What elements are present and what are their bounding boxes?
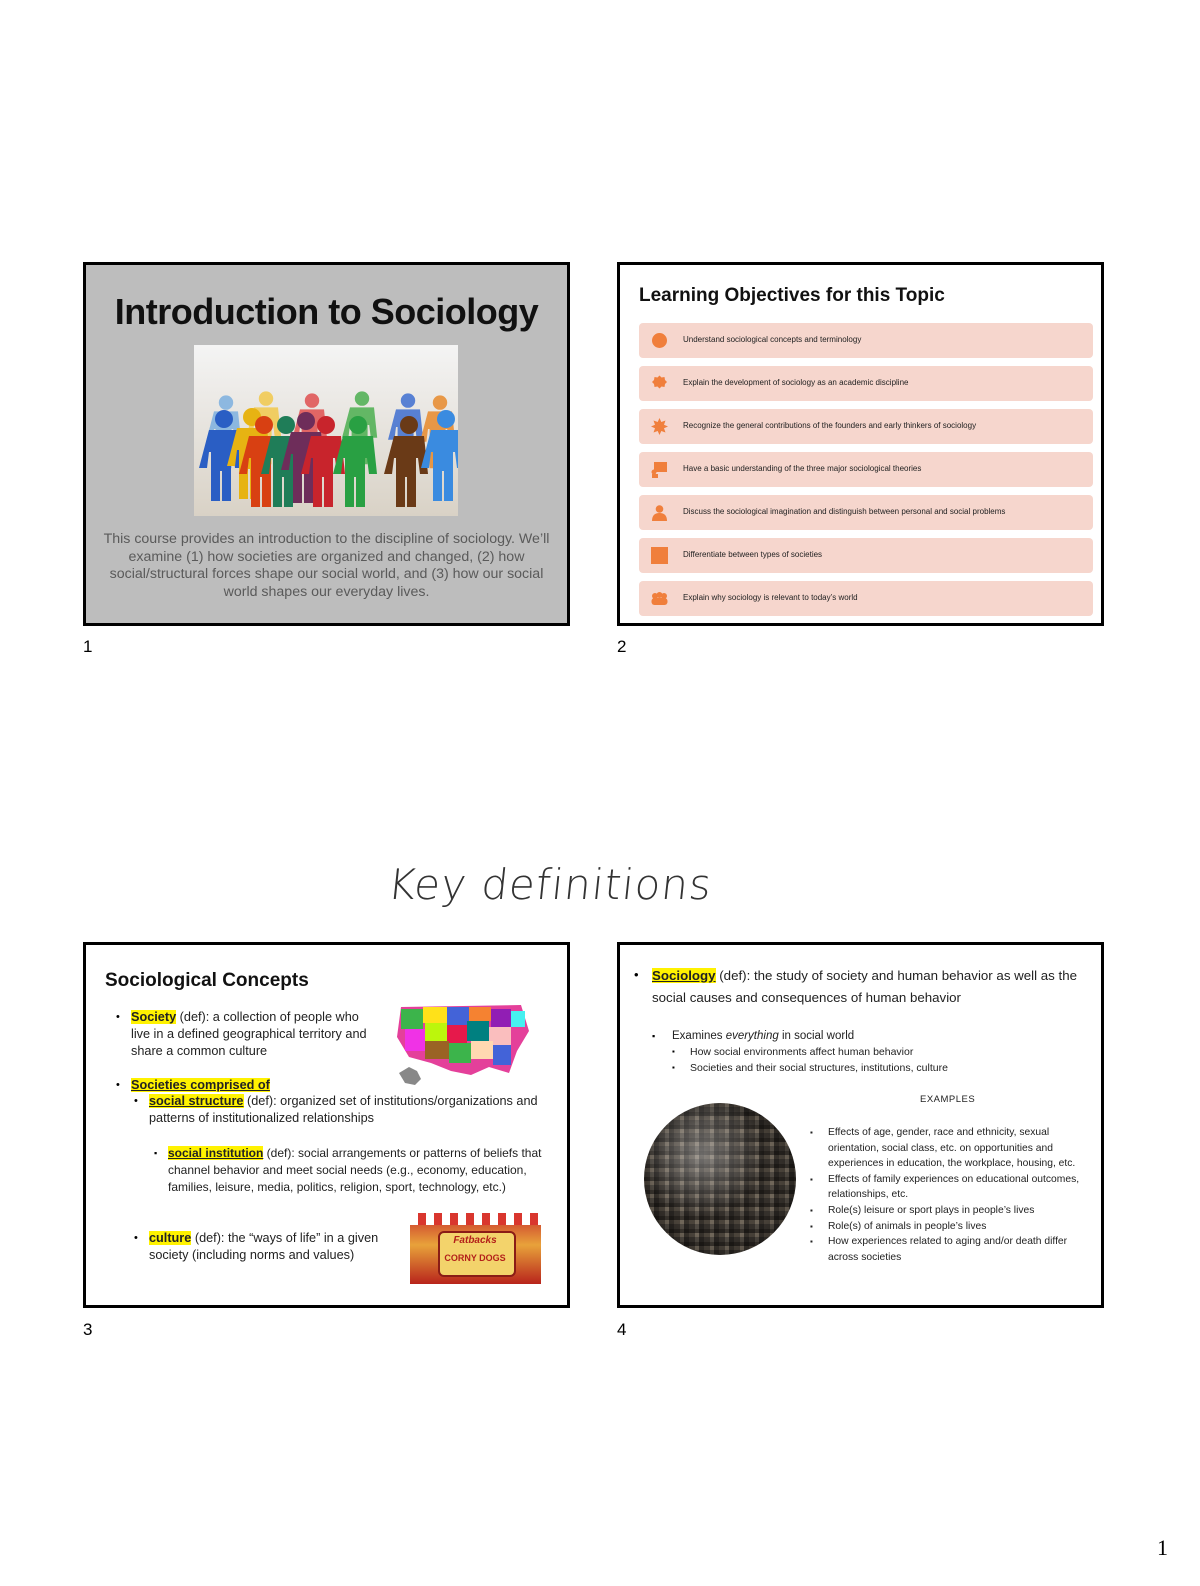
objective-item: Explain why sociology is relevant to today’s world <box>639 581 1093 616</box>
slide-1 <box>83 262 570 626</box>
slide-1-title: Introduction to Sociology <box>114 291 539 332</box>
globe-of-faces-image <box>644 1103 796 1255</box>
us-map-image <box>391 1001 533 1089</box>
slide-number-1: 1 <box>83 637 93 656</box>
examples-label: EXAMPLES <box>920 1094 976 1105</box>
bullet-dot: • <box>634 967 639 982</box>
group-icon <box>651 590 668 607</box>
square-icon <box>651 547 668 564</box>
slide-number-4: 4 <box>617 1320 627 1339</box>
objective-item: Discuss the sociological imagination and distinguish between personal and social problems <box>639 495 1093 530</box>
sociology-definition: Sociology (def): the study of society and human behavior as well as the social causes and consequences of human behavior <box>652 968 1077 1005</box>
examines-line: Examines everything in social world <box>672 1030 855 1042</box>
slide-3-title: Sociological Concepts <box>105 970 309 991</box>
gear-head-icon <box>651 375 668 392</box>
objective-item: Have a basic understanding of the three major sociological theories <box>639 452 1093 487</box>
objective-item: Explain the development of sociology as an academic discipline <box>639 366 1093 401</box>
page-number: 1 <box>1157 1535 1168 1560</box>
slide-number-3: 3 <box>83 1320 93 1339</box>
handwritten-note: Key definitions <box>385 860 715 909</box>
sub-item: How social environments affect human behavior <box>690 1046 914 1058</box>
person-icon <box>651 504 668 521</box>
bullet-dot: • <box>134 1095 138 1107</box>
bullet-square: ▪ <box>154 1148 158 1158</box>
slide-2 <box>617 262 1104 626</box>
societies-comprised-of: Societies comprised of <box>131 1078 270 1092</box>
slide-3 <box>83 942 570 1308</box>
slide-number-2: 2 <box>617 637 627 656</box>
bullet-dot: • <box>116 1079 120 1091</box>
examples-list <box>806 1125 1096 1265</box>
example-item: ▪ Role(s) of animals in people’s lives <box>810 1220 987 1232</box>
objective-item: Understand sociological concepts and terminology <box>639 323 1093 358</box>
presentation-icon <box>651 461 668 478</box>
bullet-dot: • <box>116 1011 120 1023</box>
society-definition: Society (def): a collection of people who live in a defined geographical territory and share a common culture <box>131 1010 367 1058</box>
slide-1-description: This course provides an introduction to the discipline of sociology. We’ll examine (1) how societies are organized and changed, (2) how social/structural forces shape our social world, and (3) how our social world shapes our everyday lives. <box>103 531 550 600</box>
bullet-square: ▪ <box>672 1063 675 1072</box>
example-item: ▪ How experiences related to aging and/or death differ across societies <box>810 1236 1068 1263</box>
corny-dogs-sign-image: Fatbacks CORNY DOGS <box>410 1213 541 1284</box>
example-item: ▪ Role(s) leisure or sport plays in people’s lives <box>810 1204 1035 1216</box>
bullet-dot: • <box>134 1232 138 1244</box>
slide-4 <box>617 942 1104 1308</box>
burst-icon <box>651 418 668 435</box>
head-icon <box>651 332 668 349</box>
social-institution-definition: social institution (def): social arrangements or patterns of beliefs that channel behavior and meet social needs (e.g., economy, education, families, leisure, media, politics, religion, sport, technology, etc.) <box>168 1146 542 1194</box>
objective-item: Differentiate between types of societies <box>639 538 1093 573</box>
bullet-square: ▪ <box>652 1031 656 1041</box>
sub-item: Societies and their social structures, institutions, culture <box>690 1062 948 1074</box>
objective-item: Recognize the general contributions of the founders and early thinkers of sociology <box>639 409 1093 444</box>
slide-2-title: Learning Objectives for this Topic <box>639 285 945 306</box>
social-structure-definition: social structure (def): organized set of institutions/organizations and patterns of institutionalized relationships <box>149 1094 538 1125</box>
culture-definition: culture (def): the “ways of life” in a given society (including norms and values) <box>149 1231 379 1262</box>
example-item: ▪ Effects of family experiences on educational outcomes, relationships, etc. <box>810 1173 1080 1201</box>
example-item: ▪ Effects of age, gender, race and ethnicity, sexual orientation, social class, etc. on opportunities and experiences in education, the workplace, housing, etc. <box>810 1127 1076 1170</box>
people-figures-image <box>194 345 458 516</box>
bullet-square: ▪ <box>672 1047 675 1056</box>
